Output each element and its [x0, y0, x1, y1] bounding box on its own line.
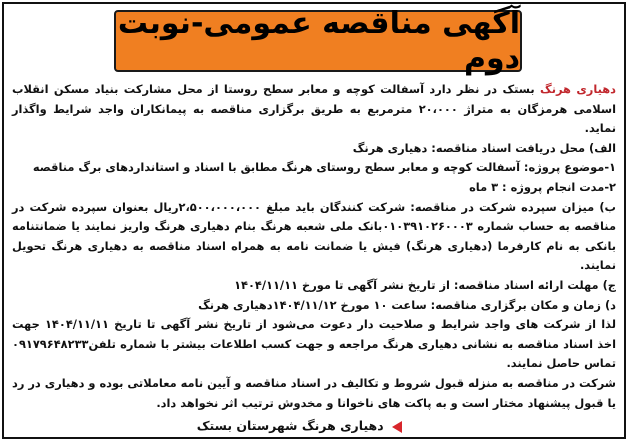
section-1-head: ۱-موضوع پروژه [528, 160, 616, 175]
section-2-text: : ۳ ماه [469, 179, 511, 194]
signature [197, 418, 402, 433]
section-d [12, 296, 616, 316]
section-b-text: شرکت کنندگان باید مبلغ ۲،۵۰۰،۰۰۰،۰۰۰ریال بعنوان سپرده شرکت در مناقصه به حساب شماره ۰۱۰۳۹۱۰۲۶۰۰۰۳بانک ملی شعبه هرنگ بنام دهیاری هرنگ واریز نمایند یا ضمانتنامه بانکی به نام کارفرما (دهیاری هرنگ) فیش یا ضمانت نامه به همراه اسناد مناقصه به دهیاری هرنگ تحویل نمایند. [12, 199, 616, 273]
section-b-head: ب) میزان سپرده شرکت در مناقصه: [410, 199, 616, 214]
section-2-head: ۲-مدت انجام پروژه [510, 179, 616, 194]
paragraph-invitation: لذا از شرکت های واجد شرایط و صلاحیت دار دعوت می‌شود از تاریخ نشر آگهی تا تاریخ ۱۴۰۴/۱۱/۱۱ جهت اخذ اسناد مناقصه به نشانی دهیاری هرنگ مراجعه و جهت کسب اطلاعات بیشتر با شماره تلفن۰۹۱۷۹۶۴۸۲۳۳ تماس حاصل نمایند. [12, 317, 616, 371]
title-banner [114, 6, 522, 76]
notice-body [12, 80, 616, 413]
section-1 [12, 158, 616, 178]
section-a-head: الف) محل دریافت اسناد مناقصه: [431, 140, 616, 155]
intro-text: بستک در نظر دارد آسفالت کوچه و معابر سطح روستا از محل مشارکت بنیاد مسکن انقلاب اسلامی هرمزگان به متراژ ۲۰،۰۰۰ مترمربع به طریق برگزاری مناقصه به پیمانکاران واجد شرایط واگذار نماید. [12, 82, 616, 136]
paragraph-terms: شرکت در مناقصه به منزله قبول شروط و تکالیف در اسناد مناقصه و آیین نامه معاملاتی بوده و دهیاری در رد یا قبول پیشنهاد مختار است و به پاکت های ناخوانا و مخدوش ترتیب اثر نخواهد داد. [12, 375, 616, 410]
section-c-head: ج) مهلت ارائه اسناد مناقصه: [453, 277, 616, 292]
section-a [12, 139, 616, 159]
section-2 [12, 178, 616, 198]
intro-org: دهیاری هرنگ [540, 82, 616, 96]
section-d-head: د) زمان و مکان برگزاری مناقصه: [430, 297, 616, 312]
section-d-text: ساعت ۱۰ مورخ ۱۴۰۴/۱۱/۱۲دهیاری هرنگ [198, 297, 431, 312]
notice-title: آگهی مناقصه عمومی-نوبت دوم [117, 6, 520, 76]
section-a-text: دهیاری هرنگ [352, 140, 432, 155]
section-c-text: از تاریخ نشر آگهی تا مورخ ۱۴۰۴/۱۱/۱۱ [234, 277, 454, 292]
signature-text: دهیاری هرنگ شهرستان بستک [196, 418, 384, 433]
section-b [12, 200, 616, 273]
triangle-bullet-icon [392, 421, 402, 433]
section-c [12, 276, 616, 296]
section-1-text: : آسفالت کوچه و معابر سطح روستای هرنگ مطابق با اسناد و استانداردهای برگ مناقصه [32, 160, 529, 175]
notice-frame [2, 2, 626, 439]
intro-paragraph [12, 82, 616, 135]
